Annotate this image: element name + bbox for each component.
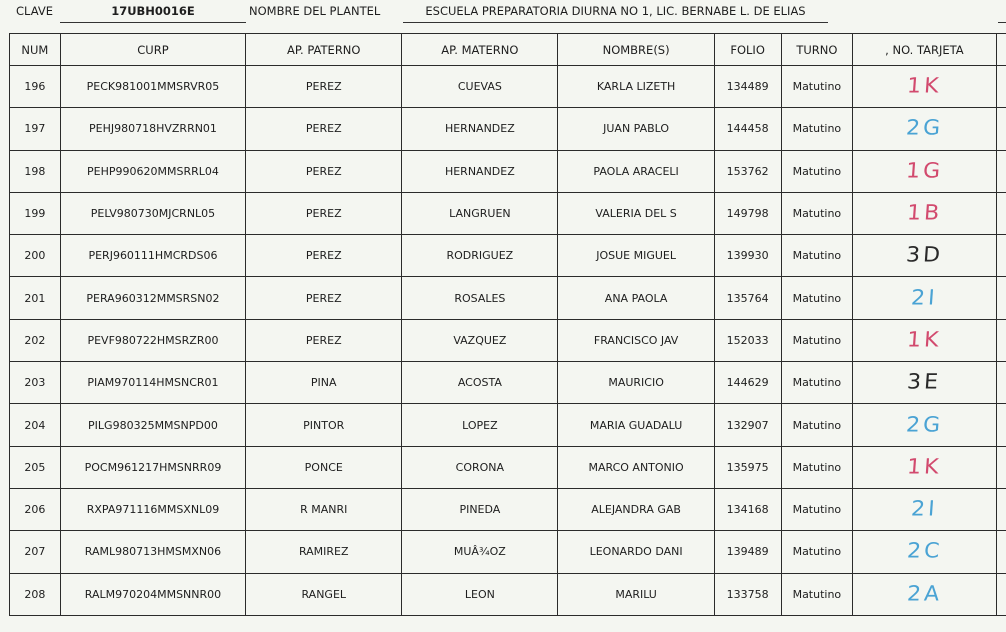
cell-num: 205	[10, 446, 61, 488]
col-header-paterno: AP. PATERNO	[246, 34, 402, 66]
cell-nombre: JUAN PABLO	[558, 108, 714, 150]
cell-folio: 134489	[714, 66, 781, 108]
cell-tarjeta	[853, 108, 996, 150]
cell-paterno: PEREZ	[246, 150, 402, 192]
col-header-tarjeta: , NO. TARJETA	[853, 34, 996, 66]
cell-extra	[996, 319, 1006, 361]
cell-folio: 139930	[714, 235, 781, 277]
table-row	[10, 404, 1006, 446]
handwritten-card-number: 2I	[910, 286, 939, 310]
cell-materno: HERNANDEZ	[402, 108, 558, 150]
form-header	[0, 0, 1006, 30]
cell-turno: Matutino	[781, 531, 853, 573]
col-header-curp: CURP	[60, 34, 245, 66]
cell-extra	[996, 573, 1006, 615]
cell-materno: PINEDA	[402, 488, 558, 530]
table-row	[10, 150, 1006, 192]
cell-materno: HERNANDEZ	[402, 150, 558, 192]
handwritten-card-number: 2G	[905, 117, 944, 141]
cell-folio: 135975	[714, 446, 781, 488]
cell-paterno: PEREZ	[246, 235, 402, 277]
cell-paterno: PINA	[246, 362, 402, 404]
cell-curp: RXPA971116MMSXNL09	[60, 488, 245, 530]
cell-curp: RALM970204MMSNNR00	[60, 573, 245, 615]
cell-tarjeta	[853, 319, 996, 361]
cell-folio: 139489	[714, 531, 781, 573]
cell-curp: PILG980325MMSNPD00	[60, 404, 245, 446]
cell-curp: RAML980713HMSMXN06	[60, 531, 245, 573]
cell-nombre: ALEJANDRA GAB	[558, 488, 714, 530]
col-header-nombre: NOMBRE(S)	[558, 34, 714, 66]
handwritten-card-number: 2G	[905, 413, 944, 437]
cell-turno: Matutino	[781, 66, 853, 108]
cell-extra	[996, 531, 1006, 573]
cell-extra	[996, 235, 1006, 277]
cell-turno: Matutino	[781, 319, 853, 361]
cell-nombre: MARILU	[558, 573, 714, 615]
cell-num: 204	[10, 404, 61, 446]
cell-folio: 133758	[714, 573, 781, 615]
col-header-extra	[996, 34, 1006, 66]
cell-materno: LANGRUEN	[402, 192, 558, 234]
cell-folio: 134168	[714, 488, 781, 530]
table-row	[10, 66, 1006, 108]
cell-folio: 132907	[714, 404, 781, 446]
cell-nombre: LEONARDO DANI	[558, 531, 714, 573]
cell-num: 198	[10, 150, 61, 192]
cell-paterno: PINTOR	[246, 404, 402, 446]
cell-nombre: JOSUE MIGUEL	[558, 235, 714, 277]
cell-paterno: PONCE	[246, 446, 402, 488]
cell-curp: PELV980730MJCRNL05	[60, 192, 245, 234]
handwritten-card-number: 2C	[905, 540, 943, 564]
cell-extra	[996, 404, 1006, 446]
cell-materno: CORONA	[402, 446, 558, 488]
cell-turno: Matutino	[781, 404, 853, 446]
col-header-folio: FOLIO	[714, 34, 781, 66]
cell-turno: Matutino	[781, 277, 853, 319]
cell-paterno: PEREZ	[246, 277, 402, 319]
handwritten-card-number: 1K	[906, 455, 943, 480]
cell-turno: Matutino	[781, 488, 853, 530]
cell-extra	[996, 488, 1006, 530]
handwritten-card-number: 1G	[905, 159, 944, 184]
handwritten-card-number: 1K	[906, 328, 943, 353]
cell-folio: 153762	[714, 150, 781, 192]
cell-nombre: MARIA GUADALU	[558, 404, 714, 446]
cell-folio: 149798	[714, 192, 781, 234]
cell-num: 203	[10, 362, 61, 404]
table-row	[10, 277, 1006, 319]
table-row	[10, 531, 1006, 573]
cell-num: 200	[10, 235, 61, 277]
cell-paterno: PEREZ	[246, 66, 402, 108]
cell-materno: MUÂ¾OZ	[402, 531, 558, 573]
cell-tarjeta	[853, 362, 996, 404]
handwritten-card-number: 3D	[905, 243, 944, 268]
cell-paterno: PEREZ	[246, 192, 402, 234]
table-row	[10, 446, 1006, 488]
col-header-num: NUM	[10, 34, 61, 66]
cell-curp: PERJ960111HMCRDS06	[60, 235, 245, 277]
cell-num: 196	[10, 66, 61, 108]
cell-curp: PERA960312MMSRSN02	[60, 277, 245, 319]
cell-turno: Matutino	[781, 446, 853, 488]
plantel-label: NOMBRE DEL PLANTEL	[249, 4, 381, 18]
cell-nombre: MARCO ANTONIO	[558, 446, 714, 488]
cell-num: 206	[10, 488, 61, 530]
cell-num: 202	[10, 319, 61, 361]
table-row	[10, 488, 1006, 530]
trailing-underline	[998, 22, 1006, 23]
cell-turno: Matutino	[781, 573, 853, 615]
table-row	[10, 192, 1006, 234]
cell-turno: Matutino	[781, 235, 853, 277]
cell-folio: 144458	[714, 108, 781, 150]
table-row	[10, 362, 1006, 404]
cell-curp: PEVF980722HMSRZR00	[60, 319, 245, 361]
cell-paterno: RANGEL	[246, 573, 402, 615]
handwritten-card-number: 1B	[906, 201, 943, 226]
cell-curp: PEHJ980718HVZRRN01	[60, 108, 245, 150]
cell-nombre: MAURICIO	[558, 362, 714, 404]
cell-num: 199	[10, 192, 61, 234]
cell-turno: Matutino	[781, 108, 853, 150]
cell-tarjeta	[853, 573, 996, 615]
cell-num: 201	[10, 277, 61, 319]
cell-num: 197	[10, 108, 61, 150]
clave-underline	[60, 22, 246, 23]
cell-extra	[996, 362, 1006, 404]
cell-folio: 152033	[714, 319, 781, 361]
cell-turno: Matutino	[781, 150, 853, 192]
plantel-underline	[403, 22, 828, 23]
cell-paterno: RAMIREZ	[246, 531, 402, 573]
clave-value: 17UBH0016E	[111, 4, 195, 18]
cell-tarjeta	[853, 66, 996, 108]
col-header-materno: AP. MATERNO	[402, 34, 558, 66]
cell-paterno: PEREZ	[246, 108, 402, 150]
handwritten-card-number: 3E	[906, 370, 943, 395]
cell-materno: RODRIGUEZ	[402, 235, 558, 277]
cell-paterno: PEREZ	[246, 319, 402, 361]
plantel-value: ESCUELA PREPARATORIA DIURNA NO 1, LIC. BERNABE L. DE ELIAS	[425, 4, 806, 18]
cell-materno: CUEVAS	[402, 66, 558, 108]
handwritten-card-number: 1K	[906, 74, 943, 99]
cell-nombre: KARLA LIZETH	[558, 66, 714, 108]
cell-turno: Matutino	[781, 362, 853, 404]
cell-extra	[996, 192, 1006, 234]
cell-materno: ROSALES	[402, 277, 558, 319]
cell-num: 208	[10, 573, 61, 615]
cell-materno: ACOSTA	[402, 362, 558, 404]
cell-nombre: VALERIA DEL S	[558, 192, 714, 234]
cell-nombre: ANA PAOLA	[558, 277, 714, 319]
cell-curp: PIAM970114HMSNCR01	[60, 362, 245, 404]
cell-turno: Matutino	[781, 192, 853, 234]
table-row	[10, 235, 1006, 277]
cell-curp: PECK981001MMSRVR05	[60, 66, 245, 108]
cell-nombre: FRANCISCO JAV	[558, 319, 714, 361]
cell-tarjeta	[853, 404, 996, 446]
cell-tarjeta	[853, 277, 996, 319]
cell-paterno: R MANRI	[246, 488, 402, 530]
cell-num: 207	[10, 531, 61, 573]
cell-tarjeta	[853, 150, 996, 192]
cell-curp: POCM961217HMSNRR09	[60, 446, 245, 488]
cell-extra	[996, 446, 1006, 488]
table-row	[10, 573, 1006, 615]
cell-materno: LEON	[402, 573, 558, 615]
table-row	[10, 319, 1006, 361]
cell-tarjeta	[853, 488, 996, 530]
cell-tarjeta	[853, 446, 996, 488]
cell-materno: VAZQUEZ	[402, 319, 558, 361]
handwritten-card-number: 2A	[906, 582, 943, 607]
table-header-row	[10, 34, 1006, 66]
cell-extra	[996, 277, 1006, 319]
clave-label: CLAVE	[16, 4, 53, 18]
col-header-turno: TURNO	[781, 34, 853, 66]
cell-materno: LOPEZ	[402, 404, 558, 446]
cell-extra	[996, 66, 1006, 108]
cell-curp: PEHP990620MMSRRL04	[60, 150, 245, 192]
cell-tarjeta	[853, 531, 996, 573]
cell-folio: 144629	[714, 362, 781, 404]
cell-tarjeta	[853, 192, 996, 234]
table-row	[10, 108, 1006, 150]
handwritten-card-number: 2I	[910, 497, 939, 522]
student-table	[9, 33, 1006, 616]
cell-folio: 135764	[714, 277, 781, 319]
cell-nombre: PAOLA ARACELI	[558, 150, 714, 192]
cell-tarjeta	[853, 235, 996, 277]
cell-extra	[996, 108, 1006, 150]
cell-extra	[996, 150, 1006, 192]
